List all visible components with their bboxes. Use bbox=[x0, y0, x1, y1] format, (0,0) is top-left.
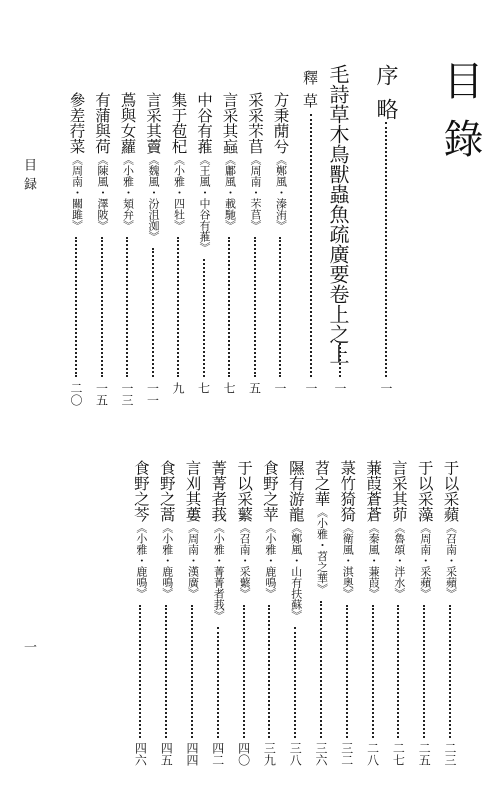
entry-leader-dots bbox=[75, 237, 77, 377]
entry-leader-dots bbox=[165, 605, 167, 738]
entry-source-note: 《小雅・四牡》 bbox=[172, 154, 186, 231]
entry-page-number: 一 bbox=[273, 382, 287, 394]
entry-leader-dots bbox=[268, 605, 270, 738]
entry-title: 蔦與女蘿 bbox=[118, 92, 137, 154]
entry-page-number: 九 bbox=[171, 382, 185, 394]
toc-entry bbox=[119, 92, 135, 231]
entry-leader-dots bbox=[423, 605, 425, 738]
toc-entry bbox=[339, 460, 355, 599]
entry-source-note: 《魯頌・泮水》 bbox=[392, 522, 406, 599]
entry-leader-dots bbox=[126, 237, 128, 377]
entry-page-number: 一五 bbox=[94, 382, 109, 406]
entry-title: 苕之華 bbox=[312, 460, 331, 507]
entry-source-note: 《小雅・頍弁》 bbox=[121, 154, 135, 231]
entry-page-number: 五 bbox=[247, 382, 262, 394]
entry-source-note: 《王風・中谷有蓷》 bbox=[198, 154, 211, 253]
entry-source-note: 《鄭風・溱洧》 bbox=[274, 154, 288, 231]
entry-source-note: 《魏風・汾沮洳》 bbox=[147, 154, 160, 242]
entry-source-note: 《小雅・鹿鳴》 bbox=[160, 522, 174, 599]
entry-source-note: 《召南・采蘋》 bbox=[444, 522, 458, 599]
entry-title: 蒹葭蒼蒼 bbox=[364, 460, 383, 522]
book-title: 毛詩草木鳥獸蟲魚疏廣要卷上之上 bbox=[326, 64, 350, 364]
entry-source-note: 《小雅・苕之華》 bbox=[315, 506, 329, 595]
entry-leader-dots bbox=[101, 237, 103, 377]
entry-title: 隰有游龍 bbox=[286, 460, 305, 522]
entry-title: 言采其藚 bbox=[144, 92, 162, 154]
toc-entry bbox=[196, 92, 212, 253]
entry-page-number: 四五 bbox=[159, 742, 174, 766]
entry-leader-dots bbox=[152, 248, 154, 377]
toc-entry bbox=[158, 460, 174, 599]
entry-leader-dots bbox=[217, 627, 219, 738]
entry-leader-dots bbox=[346, 605, 348, 738]
entry-leader-dots bbox=[449, 605, 451, 738]
entry-title: 方秉蕑兮 bbox=[271, 92, 290, 154]
preface-leader-dots bbox=[385, 122, 387, 377]
entry-title: 于以采蘋 bbox=[441, 460, 460, 522]
entry-page-number: 四四 bbox=[185, 742, 199, 766]
entry-title: 于以采蘩 bbox=[235, 460, 254, 522]
toc-entry bbox=[390, 460, 406, 599]
toc-entry bbox=[272, 92, 288, 231]
entry-title: 采采芣苢 bbox=[246, 92, 264, 154]
page-folio: 一 bbox=[21, 640, 36, 659]
toc-entry bbox=[287, 460, 303, 621]
entry-title: 有蒲與荷 bbox=[93, 92, 111, 154]
entry-title: 言采其茆 bbox=[389, 460, 408, 522]
entry-source-note: 《鄘風・載馳》 bbox=[223, 154, 237, 231]
entry-title: 菁菁者莪 bbox=[209, 460, 228, 522]
entry-source-note: 《召南・采蘩》 bbox=[238, 522, 252, 599]
entry-leader-dots bbox=[320, 601, 322, 739]
entry-source-note: 《小雅・鹿鳴》 bbox=[263, 522, 277, 599]
entry-title: 菉竹猗猗 bbox=[338, 460, 357, 522]
entry-page-number: 三二 bbox=[339, 742, 354, 766]
entry-leader-dots bbox=[203, 259, 205, 377]
entry-page-number: 二七 bbox=[391, 742, 406, 766]
entry-source-note: 《周南・漢廣》 bbox=[186, 522, 200, 599]
entry-title: 參差荇菜 bbox=[67, 92, 86, 154]
toc-entry bbox=[442, 460, 458, 599]
section-label: 釋草 bbox=[301, 70, 319, 116]
entry-title: 言采其蝱 bbox=[220, 92, 239, 154]
entry-leader-dots bbox=[372, 605, 374, 738]
entry-title: 言刈其蔞 bbox=[183, 460, 202, 522]
entry-page-number: 四〇 bbox=[236, 742, 251, 766]
toc-heading: 目錄 bbox=[437, 60, 483, 176]
entry-source-note: 《鄭風・山有扶蘇》 bbox=[289, 522, 303, 621]
entry-title: 集于苞杞 bbox=[169, 92, 188, 154]
entry-title: 食野之蒿 bbox=[157, 460, 176, 522]
toc-entry bbox=[132, 460, 148, 599]
entry-page-number: 三九 bbox=[262, 742, 277, 766]
entry-title: 食野之芩 bbox=[131, 460, 150, 522]
entry-page-number: 二五 bbox=[417, 742, 432, 766]
entry-leader-dots bbox=[397, 605, 399, 738]
entry-source-note: 《周南・采蘋》 bbox=[418, 522, 432, 599]
toc-entry bbox=[236, 460, 252, 599]
toc-entry bbox=[145, 92, 161, 242]
entry-page-number: 七 bbox=[222, 382, 236, 394]
toc-entry bbox=[416, 460, 432, 599]
entry-leader-dots bbox=[279, 237, 281, 377]
entry-page-number: 二〇 bbox=[69, 382, 83, 406]
entry-leader-dots bbox=[254, 237, 256, 377]
entry-page-number: 三六 bbox=[314, 742, 328, 766]
entry-leader-dots bbox=[191, 605, 193, 738]
toc-entry bbox=[68, 92, 84, 231]
entry-source-note: 《小雅・菁菁者莪》 bbox=[212, 522, 226, 621]
entry-page-number: 四二 bbox=[210, 742, 225, 766]
entry-source-note: 《衛風・淇奧》 bbox=[341, 522, 355, 599]
running-head: 目録 bbox=[21, 158, 36, 196]
toc-entry bbox=[184, 460, 200, 599]
entry-title: 中谷有蓷 bbox=[195, 92, 213, 154]
preface-label: 序略 bbox=[373, 64, 398, 132]
entry-title: 食野之苹 bbox=[260, 460, 279, 522]
entry-source-note: 《秦風・蒹葭》 bbox=[367, 522, 381, 599]
toc-entry bbox=[313, 460, 329, 595]
entry-source-note: 《陳風・澤陂》 bbox=[96, 154, 109, 231]
entry-leader-dots bbox=[177, 237, 179, 377]
toc-entry bbox=[261, 460, 277, 599]
toc-entry bbox=[94, 92, 110, 231]
entry-leader-dots bbox=[228, 237, 230, 377]
entry-title: 于以采藻 bbox=[415, 460, 434, 522]
entry-leader-dots bbox=[294, 627, 296, 738]
entry-page-number: 三八 bbox=[288, 742, 303, 766]
section-leader-dots bbox=[310, 114, 312, 377]
section-page-number: 一 bbox=[304, 382, 318, 394]
entry-page-number: 一一 bbox=[145, 382, 160, 406]
entry-page-number: 四六 bbox=[133, 742, 148, 766]
preface-page-number: 一 bbox=[379, 382, 393, 394]
entry-leader-dots bbox=[139, 605, 141, 738]
book-title-page-number: 一 bbox=[333, 382, 347, 394]
entry-source-note: 《周南・關雎》 bbox=[70, 154, 84, 231]
entry-leader-dots bbox=[243, 605, 245, 738]
toc-entry bbox=[365, 460, 381, 599]
entry-source-note: 《小雅・鹿鳴》 bbox=[134, 522, 148, 599]
toc-entry bbox=[221, 92, 237, 231]
toc-entry bbox=[210, 460, 226, 621]
book-title-leader-dots bbox=[339, 343, 341, 377]
toc-entry bbox=[170, 92, 186, 231]
entry-page-number: 七 bbox=[196, 382, 211, 394]
entry-source-note: 《周南・芣苢》 bbox=[249, 154, 262, 231]
entry-page-number: 二三 bbox=[443, 742, 457, 766]
entry-page-number: 二八 bbox=[365, 742, 380, 766]
toc-entry bbox=[247, 92, 263, 231]
entry-page-number: 一三 bbox=[120, 382, 134, 406]
